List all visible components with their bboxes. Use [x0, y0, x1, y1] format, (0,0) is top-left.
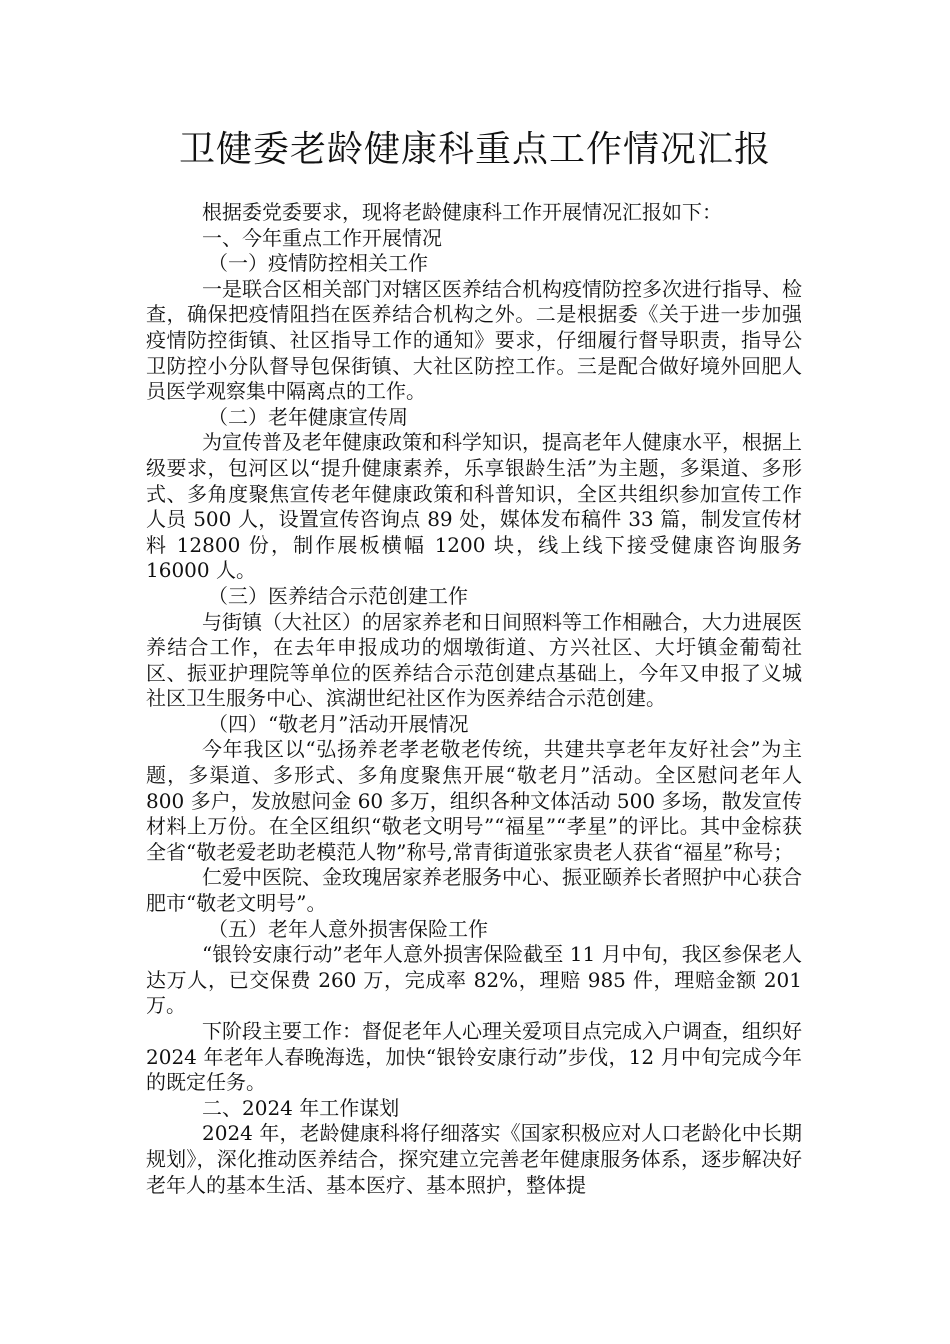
subsection-heading-5: （五）老年人意外损害保险工作 — [208, 916, 488, 941]
body-paragraph: “银铃安康行动”老年人意外损害保险截至 11 月中旬，我区参保老人达万人，已交保费 260 万，完成率 82%，理赔 985 件，理赔金额 201 万。 — [146, 942, 802, 1018]
body-paragraph: 今年我区以“弘扬养老孝老敬老传统，共建共享老年友好社会”为主题，多渠道、多形式、多角度聚焦开展“敬老月”活动。全区慰问老年人 800 多户，发放慰问金 60 多万，组织各种文体活动 500 多场，散发宣传材料上万份。在全区组织“敬老文明号”“福星”“孝星”的评比。其中金棕获全省“敬老爱老助老模范人物”称号,常青街道张家贵老人获省“福星”称号； — [146, 737, 802, 864]
intro-paragraph: 根据委党委要求，现将老龄健康科工作开展情况汇报如下： — [202, 200, 722, 224]
body-paragraph: 仁爱中医院、金玫瑰居家养老服务中心、振亚颐养长者照护中心获合肥市“敬老文明号”。 — [146, 865, 802, 916]
body-paragraph: 一是联合区相关部门对辖区医养结合机构疫情防控多次进行指导、检查，确保把疫情阻挡在医养结合机构之外。二是根据委《关于进一步加强疫情防控街镇、社区指导工作的通知》要求，仔细履行督导职责，指导公卫防控小分队督导包保街镇、大社区防控工作。三是配合做好境外回肥人员医学观察集中隔离点的工作。 — [146, 276, 802, 404]
document-title: 卫健委老龄健康科重点工作情况汇报 — [178, 129, 771, 170]
body-paragraph: 2024 年，老龄健康科将仔细落实《国家积极应对人口老龄化中长期规划》，深化推动医养结合，探究建立完善老年健康服务体系，逐步解决好老年人的基本生活、基本医疗、基本照护，整体提 — [146, 1121, 802, 1197]
document-body — [146, 200, 802, 1198]
section-heading-1: 一、今年重点工作开展情况 — [202, 225, 442, 250]
body-paragraph: 为宣传普及老年健康政策和科学知识，提高老年人健康水平，根据上级要求，包河区以“提升健康素养，乐享银龄生活”为主题，多渠道、多形式、多角度聚焦宣传老年健康政策和科普知识，全区共组织参加宣传工作人员 500 人，设置宣传咨询点 89 处，媒体发布稿件 33 篇，制发宣传材料 12800 份，制作展板横幅 1200 块，线上线下接受健康咨询服务 16000 人。 — [146, 430, 802, 583]
body-paragraph: 与街镇（大社区）的居家养老和日间照料等工作相融合，大力进展医养结合工作，在去年申报成功的烟墩街道、方兴社区、大圩镇金葡萄社区、振亚护理院等单位的医养结合示范创建点基础上，今年又申报了义城社区卫生服务中心、滨湖世纪社区作为医养结合示范创建。 — [146, 609, 802, 711]
subsection-heading-2: （二）老年健康宣传周 — [208, 404, 408, 429]
section-heading-2: 二、2024 年工作谋划 — [202, 1095, 400, 1120]
subsection-heading-3: （三）医养结合示范创建工作 — [208, 583, 468, 608]
body-paragraph: 下阶段主要工作：督促老年人心理关爱项目点完成入户调查，组织好 2024 年老年人春晚海选，加快“银铃安康行动”步伐，12 月中旬完成今年的既定任务。 — [146, 1019, 802, 1095]
subsection-heading-1: （一）疫情防控相关工作 — [208, 251, 428, 276]
subsection-heading-4: （四）“敬老月”活动开展情况 — [208, 711, 469, 736]
